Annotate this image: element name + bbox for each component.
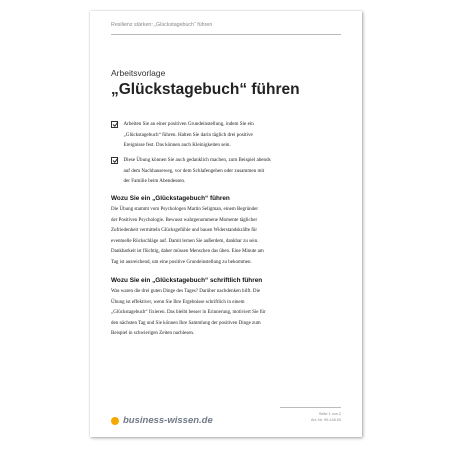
text-line: Was waren die drei guten Dinge des Tages? Darüber nachdenken hilft. Die bbox=[111, 289, 261, 294]
text-line: der Positiven Psychologie. Bewusst wahrgenommene Momente täglicher bbox=[111, 217, 258, 223]
text-line: „Glückstagebuch“ führen. Halten Sie darin täglich drei positive bbox=[123, 131, 253, 138]
section-heading: Wozu Sie ein „Glückstagebuch“ führen bbox=[111, 195, 230, 202]
text-line: Zufriedenheit vermitteln Glücksgefühle und bauen Widerstandskräfte für bbox=[111, 228, 258, 233]
article-number: Art.-Nr. 99.148.00 bbox=[311, 418, 341, 422]
checkbox-checked-icon bbox=[111, 121, 118, 128]
checklist-item bbox=[111, 155, 343, 187]
document-title: „Glückstagebuch“ führen bbox=[111, 81, 300, 98]
text-line: Tag ist ausreichend, um eine positive Grundeinstellung zu bekommen. bbox=[111, 259, 252, 265]
section-heading: Wozu Sie ein „Glückstagebuch“ schriftlich führen bbox=[111, 277, 263, 284]
logo-dot-icon bbox=[111, 417, 119, 425]
document-page bbox=[90, 11, 362, 437]
text-line: Arbeiten Sie an einer positiven Grundeinstellung, indem Sie ein bbox=[123, 121, 254, 127]
section-paragraph bbox=[111, 287, 347, 340]
document-subtitle: Arbeitsvorlage bbox=[111, 68, 166, 78]
running-header: Resilienz stärken: „Glückstagebuch“ führen bbox=[111, 22, 213, 28]
section-paragraph bbox=[111, 205, 347, 268]
text-line: Die Übung stammt vom Psychologen Martin Seligman, einem Begründer bbox=[111, 207, 259, 212]
text-line: Dankbarkeit ist flüchtig, daher müssen Menschen das üben. Eine Minute am bbox=[111, 249, 264, 254]
text-line: der Familie beim Abendessen. bbox=[123, 178, 186, 184]
text-line: Übung ist effektiver, wenn Sie Ihre Ergebnisse schriftlich in einem bbox=[111, 299, 245, 305]
text-line: Diese Übung können Sie auch gedanklich machen, zum Beispiel abends bbox=[123, 157, 271, 163]
text-line: „Glückstagebuch“ fixieren. Das bleibt besser in Erinnerung, motiviert Sie für bbox=[111, 310, 266, 315]
checklist-item bbox=[111, 119, 343, 151]
header-divider bbox=[111, 34, 341, 35]
footer-meta bbox=[311, 411, 341, 423]
brand-logo bbox=[111, 415, 213, 426]
checklist-text bbox=[124, 119, 254, 151]
text-line: den nächsten Tag und Sie können Ihre Sammlung der positiven Dinge zum bbox=[111, 320, 261, 326]
checkbox-checked-icon bbox=[111, 157, 118, 164]
text-line: Ereignisse fest. Das können auch Kleinigkeiten sein. bbox=[123, 142, 231, 148]
text-line: auf dem Nachhauseweg, vor dem Schlafengehen oder zusammen mit bbox=[123, 167, 265, 174]
page-number: Seite 1 von 2 bbox=[318, 412, 341, 416]
logo-text: business-wissen.de bbox=[123, 415, 213, 426]
footer-divider bbox=[280, 407, 341, 408]
checklist-text bbox=[124, 155, 271, 187]
text-line: eventuelle Rückschläge auf. Damit lernen Sie außerdem, dankbar zu sein. bbox=[111, 238, 259, 244]
text-line: Beispiel in schwierigen Zeiten nachlesen. bbox=[111, 331, 195, 336]
